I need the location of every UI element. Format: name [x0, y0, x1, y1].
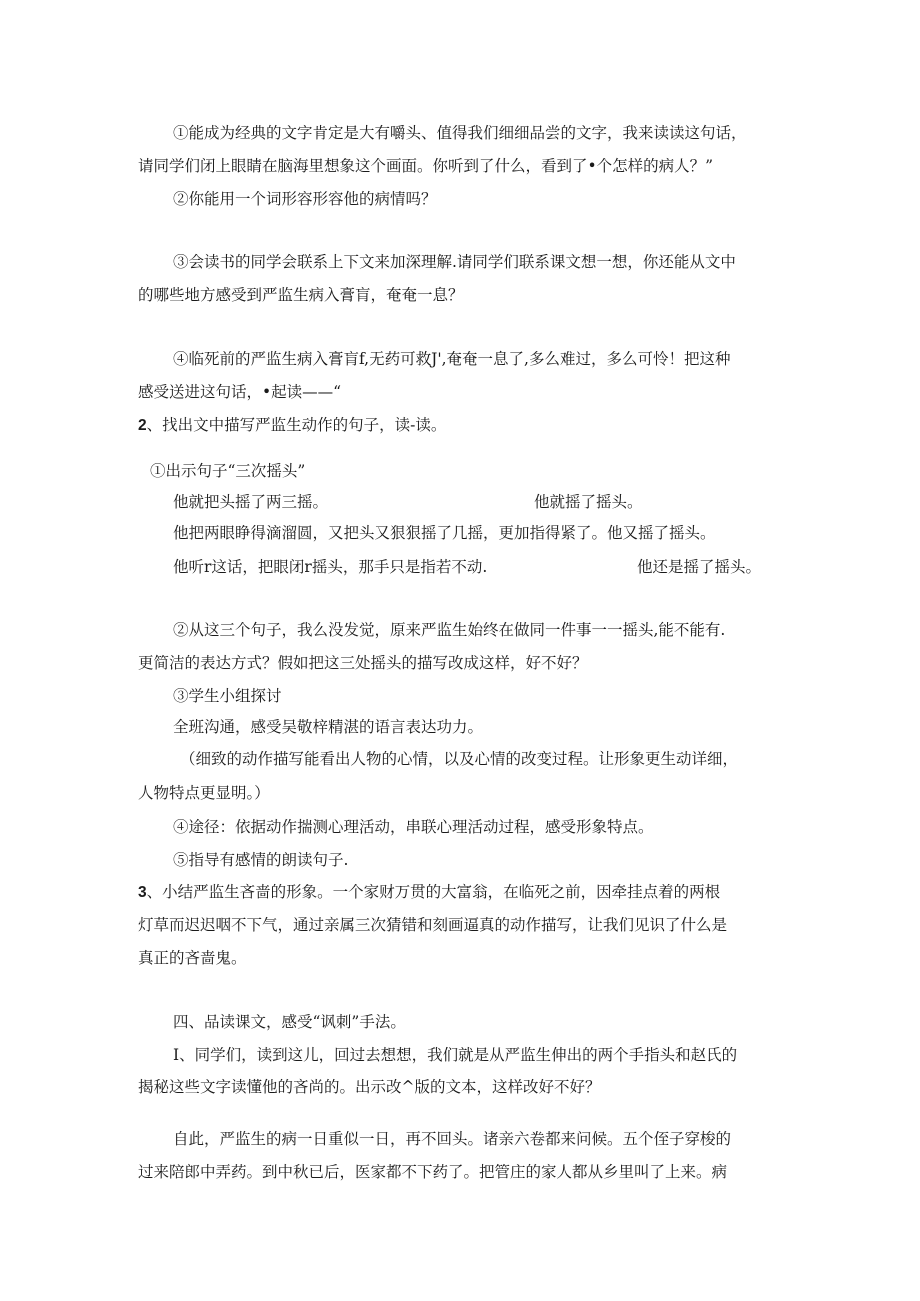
- paragraph-line: ①能成为经典的文字肯定是大有嚼头、值得我们细细品尝的文字，我来读读这句话，: [173, 124, 747, 142]
- quote-line: 他听r这话，把眼闭r摇头，那手只是指若不动.: [173, 558, 488, 576]
- quote-line: 他把两眼睁得滴溜圆，又把头又狠狠摇了几摇，更加指得紧了。他又摇了摇头。: [173, 524, 716, 542]
- paragraph-line: 灯草而迟迟咽不下气，通过亲属三次猜错和刻画逼真的动作描写，让我们见识了什么是: [138, 916, 728, 934]
- section-text: 、找出文中描写严监生动作的句子，读-读。: [146, 416, 447, 434]
- section-heading-3: [138, 882, 720, 903]
- paragraph-line: ④临死前的严监生病入膏肓f,无药可救J',奄奄一息了,多么难过，多么可怜！把这种: [173, 350, 731, 368]
- quote-line: 他还是摇了摇头。: [637, 558, 762, 576]
- paragraph-line: 感受送进这句话，•起读——“: [138, 383, 342, 401]
- paragraph-line: 全班沟通，感受吴敬梓精湛的语言表达功力。: [173, 718, 484, 736]
- section-number: 3: [138, 884, 147, 901]
- section-text: 、小结严监生吝啬的形象。一个家财万贯的大富翁，在临死之前，因牵挂点着的两根: [146, 883, 721, 901]
- section-number: 2: [138, 417, 147, 434]
- paragraph-line: ②你能用一个词形容形容他的病情吗？: [173, 190, 437, 208]
- section-heading-2: [138, 415, 446, 436]
- paragraph-line: ②从这三个句子，我么没发觉，原来严监生始终在做同一件事一一摇头,能不能有.: [173, 621, 726, 639]
- paragraph-line: 更简洁的表达方式？假如把这三处摇头的描写改成这样，好不好？: [138, 654, 588, 672]
- paragraph-line: 的哪些地方感受到严监生病入膏肓，奄奄一息？: [138, 286, 464, 304]
- paragraph-line: ③学生小组探讨: [173, 687, 282, 705]
- paragraph-line: ①出示句子“三次摇头”: [150, 462, 306, 480]
- paragraph-line: （细致的动作描写能看出人物的心情，以及心情的改变过程。让形象更生动详细，: [180, 750, 739, 768]
- paragraph-line: 过来陪郎中弄药。到中秋已后，医家都不下药了。把管庄的家人都从乡里叫了上来。病: [138, 1163, 728, 1181]
- quote-line: 他就把头摇了两三摇。: [173, 493, 329, 511]
- paragraph-line: 人物特点更显明。）: [138, 784, 270, 802]
- paragraph-line: 真正的吝啬鬼。: [138, 949, 247, 967]
- section-heading-4: 四、品读课文，感受“讽刺”手法。: [173, 1013, 406, 1031]
- paragraph-line: 请同学们闭上眼睛在脑海里想象这个画面。你听到了什么，看到了•个怎样的病人？”: [138, 157, 714, 175]
- paragraph-line: 揭秘这些文字读懂他的吝尚的。出示改^版的文本，这样改好不好？: [138, 1078, 601, 1096]
- paragraph-line: I、同学们，读到这儿，回过去想想，我们就是从严监生伸出的两个手指头和赵氏的: [173, 1046, 738, 1064]
- paragraph-line: ⑤指导有感情的朗读句子.: [173, 851, 349, 869]
- quote-line: 他就摇了摇头。: [534, 493, 643, 511]
- paragraph-line: ③会读书的同学会联系上下文来加深理解.请同学们联系课文想一想，你还能从文中: [173, 253, 736, 271]
- paragraph-line: 自此，严监生的病一日重似一日，再不回头。诸亲六卷都来问候。五个侄子穿梭的: [173, 1130, 732, 1148]
- paragraph-line: ④途径：依据动作揣测心理活动，串联心理活动过程，感受形象特点。: [173, 818, 654, 836]
